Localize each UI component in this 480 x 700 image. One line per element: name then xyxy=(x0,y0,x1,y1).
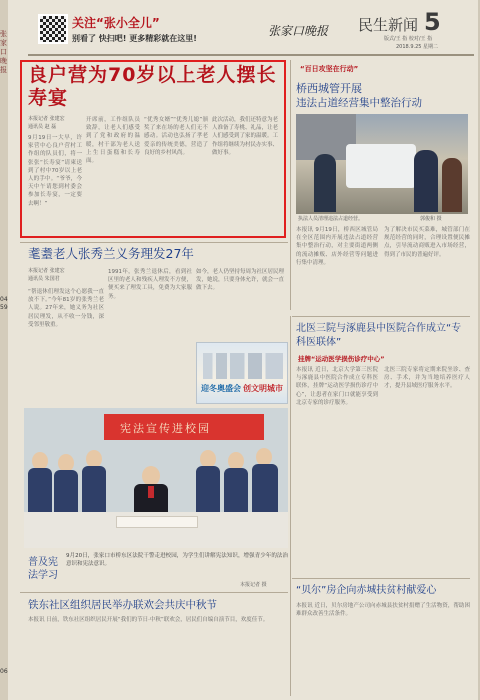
photo-judge-face xyxy=(142,466,160,486)
lead-body-col-3: “优秀女婿”“优秀儿媳”颁奖了来在场的老人们无不感动。活动也弘扬了孝老爱亲的传统美德，营造了良好的乡村风尚。 xyxy=(144,117,208,156)
classroom-credit: 本报记者 摄 xyxy=(240,582,267,588)
bottom-left-headline: 铁东社区组织居民举办联欢会共庆中秋节 xyxy=(28,599,217,611)
lead-byline-1: 本报记者 张建宏 xyxy=(28,116,65,122)
enforcement-photo xyxy=(296,114,468,214)
lead-body-col-2: 开席前，工作组队员致辞，让老人们感受到了党和政府的温暖，村干部为老人送上生日蛋糕和长寿面。 xyxy=(86,117,140,165)
right-photo-caption: 执法人员清理违法占道经营。 xyxy=(298,216,364,222)
photo-papers xyxy=(116,516,198,528)
right-headline-1: 桥西城管开展 xyxy=(296,82,362,95)
banner-text-2: 创文明城市 xyxy=(243,384,283,393)
classroom-caption: 9月20日，张家口市桥东区法院干警走进校园，为学生们讲解宪法知识，增强青少年的法治意识和宪法意识。 xyxy=(66,553,288,568)
bottom-left-body: 本报讯 日前，铁东社区组织居民开展“我们的节日·中秋”联欢会，居民们自编自演节目，欢度佳节。 xyxy=(28,617,269,623)
hospital-headline: 北医三院与涿鹿县中医院合作成立“专科医联体” xyxy=(296,323,462,348)
series-tag: “百日攻坚在行动” xyxy=(300,65,359,73)
photo-officer-2 xyxy=(414,150,438,212)
promo-subtitle: 别看了 快扫吧! 更多精彩就在这里! xyxy=(72,34,197,43)
lead-body-col-1: 9月19日一大早，许家营中心良户营村工作组的队员们，将一张张“长寿宴”请柬送到了村中70岁以上老人的手中。“爷爷，今天中午请您到村委会参加长寿宴，一定要去啊！” xyxy=(28,135,82,207)
photo-judge-collar xyxy=(148,486,154,498)
right-photo-credit: 郭俊和 摄 xyxy=(420,216,442,222)
photo-kid-body xyxy=(196,466,220,512)
second-byline-2: 通讯员 朱国君 xyxy=(28,276,60,282)
olympics-banner xyxy=(196,342,288,404)
paper-name: 张家口晚报 xyxy=(268,24,329,38)
banner-text-1: 迎冬奥盛会 xyxy=(201,384,241,393)
left-edge-paper-name: 张家口晚报 xyxy=(0,30,7,74)
promo-title: 关注“张小全儿” xyxy=(72,16,160,30)
right-body-col-1: 本报讯 9月19日，桥西区城管局在全区范围内开展违法占道经营集中整治行动，对主要街道两侧的流动摊贩、店外经营等问题进行集中清理。 xyxy=(296,227,378,266)
page-number: 5 xyxy=(424,8,441,36)
photo-kid-body xyxy=(82,466,106,512)
lead-headline: 良户营为70岁以上老人摆长寿宴 xyxy=(28,64,277,109)
photo-banner-text: 宪法宣传进校园 xyxy=(120,422,211,435)
second-headline: 耄耋老人张秀兰义务理发27年 xyxy=(28,246,194,261)
bottom-right-headline: “贝尔”房企向赤城扶贫村献爱心 xyxy=(296,585,437,596)
column-rule xyxy=(290,60,291,310)
photo-kid-body xyxy=(252,464,278,512)
second-body-col-1: “帮退休们理发这个心愿我一直放不下。”今年81岁的张秀兰老人说。27年来，她义务为社区居民理发，从不收一分钱，深受邻里敬重。 xyxy=(28,289,104,328)
hospital-body-col-1: 本报讯 近日，北京大学第三医院与涿鹿县中医院合作成立专科医联体，挂牌“运动医学损伤诊疗中心”，让患者在家门口就能享受到北京专家的诊疗服务。 xyxy=(296,367,378,406)
right-headline-2: 违法占道经营集中整治行动 xyxy=(296,97,422,109)
classroom-photo xyxy=(24,408,288,548)
qr-code xyxy=(38,14,68,44)
rule-bottom-left xyxy=(20,592,288,593)
rule-bottom-right xyxy=(292,578,470,579)
left-edge-number: 04 59 xyxy=(0,296,8,311)
photo-tricycle xyxy=(346,144,416,188)
section-title: 民生新闻 xyxy=(358,16,419,34)
lead-byline-2: 通讯员 赵 磊 xyxy=(28,124,57,130)
date-line: 2018.9.25 星期二 xyxy=(396,44,439,50)
editor-line: 版式/王 指 校对/王 指 xyxy=(384,36,433,42)
photo-officer-1 xyxy=(314,154,336,212)
rule-hospital xyxy=(292,316,470,317)
right-body-col-2: 为了解决市民买菜难，城管部门在规范经营的同时，合理设置便民摊点，引导流动商贩进入市场经营，得到了市民的普遍好评。 xyxy=(384,227,470,258)
photo-kid-body xyxy=(224,468,248,512)
lead-body-col-4: 此次活动，我们还特意为老人准备了寿桃、礼品，让老人们感受到了家的温暖。工作组将继续为村民办实事、做好事。 xyxy=(212,117,278,156)
photo-kid-body xyxy=(54,470,78,512)
masthead-rule xyxy=(28,54,474,56)
hospital-subheadline: 挂牌“运动医学损伤诊疗中心” xyxy=(298,355,385,363)
photo-kid-body xyxy=(28,468,52,512)
rule-second-story xyxy=(20,242,288,243)
photo-vendor xyxy=(442,158,462,212)
left-edge-number-bottom: 06 xyxy=(0,668,8,675)
second-body-col-3: 如今，老人仍坚持每周为社区居民理发，她说，只要身体允许，就会一直做下去。 xyxy=(196,269,284,292)
column-rule-lower xyxy=(290,316,291,696)
second-body-col-2: 1991年，张秀兰退休后，看到社区里的老人和残疾人理发不方便，便买来了理发工具，免费为大家服务。 xyxy=(108,269,192,300)
banner-skyline xyxy=(203,353,283,379)
hospital-body-col-2: 北医三院专家将定期来院坐诊、查房、手术，并为当地培养医疗人才，提升县域医疗服务水平。 xyxy=(384,367,470,390)
photo-side-title: 普及宪法学习 xyxy=(28,557,58,581)
bottom-right-body: 本报讯 近日，贝尔房地产公司向赤城县扶贫村捐赠了生活物资，帮助困难群众改善生活条件。 xyxy=(296,603,470,618)
left-edge-strip xyxy=(0,0,8,700)
second-byline-1: 本报记者 张建宏 xyxy=(28,268,65,274)
